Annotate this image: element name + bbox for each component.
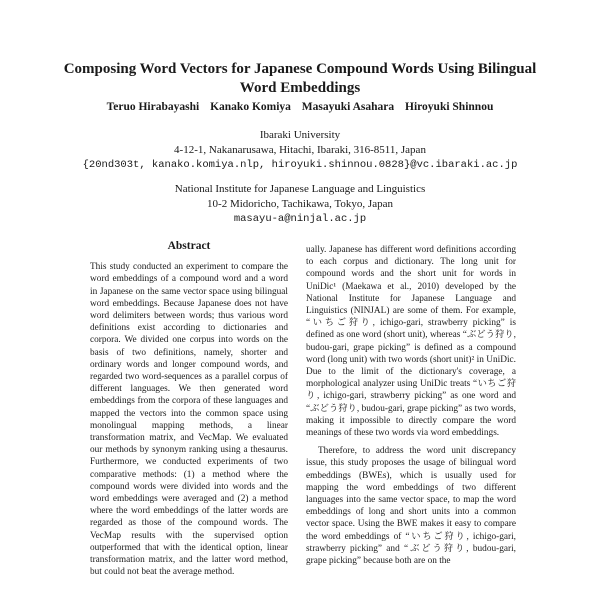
paper-title: Composing Word Vectors for Japanese Compound Words Using Bilingual Word Embeddings [63, 61, 537, 96]
author-3: Masayuki Asahara [301, 101, 395, 113]
author-1: Teruo Hirabayashi [106, 101, 200, 113]
abstract-text: This study conducted an experiment to compare the word embeddings of a compound word and a word in Japanese on the same vector space using bilingual word embeddings. Because Japanese does not have word delimiters between words; thus various word definitions exist according to dictionaries and corpora. We divided one corpus into words on the basis of two definitions, namely, shorter and ordinary words and longer compound words, and regarded two word-sequences as a parallel corpus of different languages. We then generated word embeddings from the corpora of these languages and mapped the vectors into the common space using monolingual mapping methods, a linear transformation matrix, and VecMap. We evaluated our methods by synonym ranking using a thesaurus. Furthermore, we conducted experiments of two comparative methods: (1) a method where the compound words were divided into words and the word embeddings were averaged and (2) a method where the word embeddings of the latter words are regarded as those of the compound words. The VecMap results with the supervised option outperformed that with the identical option, linear transformation matrix, and the latter word method, but could not beat the average method. [90, 262, 288, 578]
abstract-heading: Abstract [167, 240, 211, 252]
author-list [40, 101, 560, 113]
abstract-column [90, 240, 288, 578]
affiliation-ninjal [30, 182, 570, 227]
affiliation-ibaraki [30, 128, 570, 173]
affiliation-email[interactable]: masayu-a@ninjal.ac.jp [233, 213, 367, 225]
affiliation-name: National Institute for Japanese Language and Linguistics [174, 183, 426, 195]
body-paragraph: Therefore, to address the word unit discrepancy issue, this study proposes the usage of bilingual word embeddings (BWEs), which is usually used for mapping the word embeddings of two different languages into the same vector space, to map the word embeddings of long and short units into a common vector space. Using the BWE makes it easy to compare the word embeddings of “いちご狩り, ichigo-gari, strawberry picking” and “ぶどう狩り, budou-gari, grape picking” because both are on the [306, 446, 516, 567]
body-column [306, 244, 516, 567]
affiliation-name: Ibaraki University [259, 129, 341, 141]
author-4: Hiroyuki Shinnou [405, 101, 494, 113]
affiliation-address: 10-2 Midoricho, Tachikawa, Tokyo, Japan [207, 198, 393, 210]
affiliation-emails[interactable]: {20nd303t, kanako.komiya.nlp, hiroyuki.shinnou.0828}@vc.ibaraki.ac.jp [82, 159, 518, 171]
author-2: Kanako Komiya [210, 101, 291, 113]
affiliation-address: 4-12-1, Nakanarusawa, Hitachi, Ibaraki, 316-8511, Japan [174, 144, 426, 156]
body-paragraph: ually. Japanese has different word definitions according to each corpus and dictionary. The long unit for compound words and the short unit for words in UniDic¹ (Maekawa et al., 2010) developed by the National Institute for Japanese Language and Linguistics (NINJAL) are some of them. For example, “いちご狩り, ichigo-gari, strawberry picking” is defined as one word (short unit), whereas “ぶどう狩り, budou-gari, grape picking” is defined as a compound word (long unit) with two words (short unit)² in UniDic. Due to the limit of the dictionary's coverage, a morphological analyzer using UniDic treats “いちご狩り, ichigo-gari, strawberry picking” as one word and “ぶどう狩り, budou-gari, grape picking” as two words, making it impossible to directly compare the word meanings of these two words via word embeddings. [306, 245, 516, 439]
